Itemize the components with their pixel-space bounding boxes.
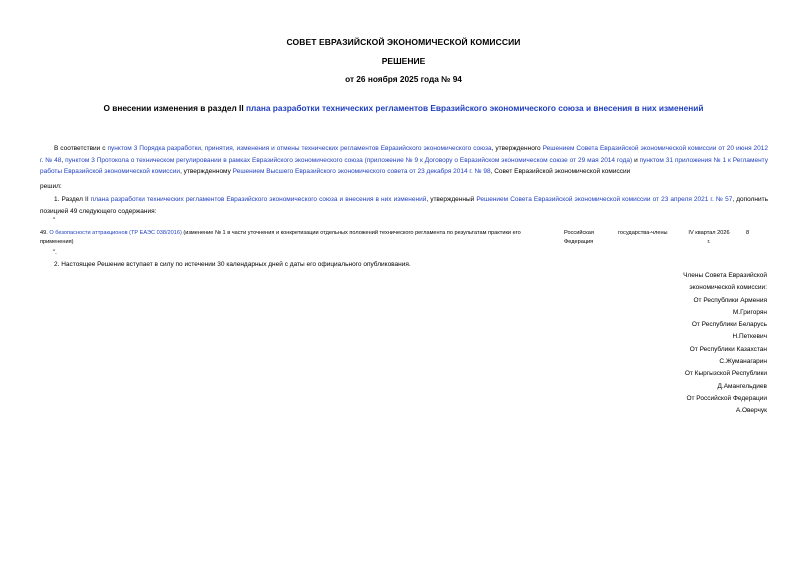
item-text: , дополнить позицией 49 следующего содержания: bbox=[40, 196, 768, 215]
row-description: (изменение № 1 в части уточнения и конкретизации отдельных положений технического регламента по результатам практики его применения) bbox=[40, 230, 521, 245]
signature-line: Н.Петкевич bbox=[732, 333, 767, 341]
title-plan-link[interactable]: плана разработки технических регламентов Евразийского экономического союза и внесения в них изменений bbox=[245, 103, 704, 113]
council-decision-57-link[interactable]: Решением Совета Евразийской экономической комиссии от 23 апреля 2021 г. № 57 bbox=[476, 196, 733, 203]
order-link[interactable]: пунктом 3 Порядка разработки, принятия, изменения и отмены технических регламентов Евразийского экономического союза bbox=[107, 145, 492, 152]
signature-line: От Республики Армения bbox=[693, 296, 767, 304]
signature-line: От Республики Беларусь bbox=[691, 321, 767, 329]
preamble-text: , утвержденному bbox=[180, 168, 233, 176]
item-1-paragraph bbox=[40, 194, 768, 217]
supreme-council-decision-link[interactable]: Решением Высшего Евразийского экономического совета от 23 декабря 2014 г. № 98 bbox=[232, 168, 491, 176]
plan-link[interactable]: плана разработки технических регламентов Евразийского экономического союза и внесения в них изменений bbox=[90, 196, 427, 203]
attractions-regulation-link[interactable]: О безопасности аттракционов (ТР ЕАЭС 038/2016) bbox=[49, 230, 182, 236]
title-prefix: О внесении изменения в раздел II bbox=[103, 103, 246, 113]
item-2-paragraph: 2. Настоящее Решение вступает в силу по истечении 30 календарных дней с даты его официального опубликования. bbox=[54, 261, 411, 268]
preamble-text: , bbox=[61, 156, 66, 164]
table-cell-period: IV квартал 2026 г. bbox=[688, 230, 730, 245]
signature-line: экономической комиссии: bbox=[689, 284, 767, 292]
protocol-link[interactable]: пунктом 3 Протокола о техническом регулировании в рамках Евразийского экономического союза (приложение № 9 к Договору о Евразийском экономическом союзе от 29 мая 2014 года) bbox=[65, 156, 633, 164]
table-cell-title bbox=[40, 229, 530, 247]
item-text: , утвержденный bbox=[426, 196, 477, 203]
preamble-paragraph bbox=[40, 143, 768, 178]
table-cell-members: государства-члены bbox=[618, 230, 668, 236]
preamble-text: , утвержденного bbox=[491, 145, 543, 152]
signature-line: Д.Амангельдиев bbox=[717, 382, 767, 390]
row-number: 49. bbox=[40, 230, 50, 236]
preamble-text: , Совет Евразийской экономической комиссии bbox=[490, 168, 631, 176]
preamble-text: и bbox=[632, 156, 640, 164]
resolved-label: решил: bbox=[40, 183, 62, 190]
document-title bbox=[0, 103, 807, 113]
signature-line: От Кыргызской Республики bbox=[684, 370, 767, 378]
item-text: 1. Раздел II bbox=[54, 196, 91, 203]
signature-line: А.Оверчук bbox=[735, 407, 767, 415]
signature-line: Члены Совета Евразийской bbox=[683, 272, 767, 279]
table-cell-code: 8 bbox=[746, 230, 750, 236]
quote-close: ". bbox=[53, 250, 57, 256]
signature-line: С.Жуманагарин bbox=[719, 358, 767, 366]
council-decision-48-link[interactable]: Решением Совета Евразийской экономической комиссии от 20 июня 2012 г. № 48 bbox=[40, 145, 769, 164]
decision-heading: РЕШЕНИЕ bbox=[381, 56, 426, 66]
signatures-block bbox=[527, 270, 767, 418]
organization-heading: СОВЕТ ЕВРАЗИЙСКОЙ ЭКОНОМИЧЕСКОЙ КОМИССИИ bbox=[286, 37, 521, 47]
decision-date: от 26 ноября 2025 года № 94 bbox=[345, 74, 462, 84]
signature-line: От Республики Казахстан bbox=[689, 345, 767, 353]
signature-line: От Российской Федерации bbox=[686, 394, 767, 402]
table-cell-country: Российская Федерация bbox=[564, 230, 594, 245]
quote-open: " bbox=[53, 218, 56, 224]
preamble-text: В соответствии с bbox=[54, 145, 108, 152]
reglament-link[interactable]: пунктом 31 приложения № 1 к Регламенту работы Евразийской экономической комиссии bbox=[40, 156, 768, 176]
signature-line: М.Григорян bbox=[732, 308, 767, 316]
